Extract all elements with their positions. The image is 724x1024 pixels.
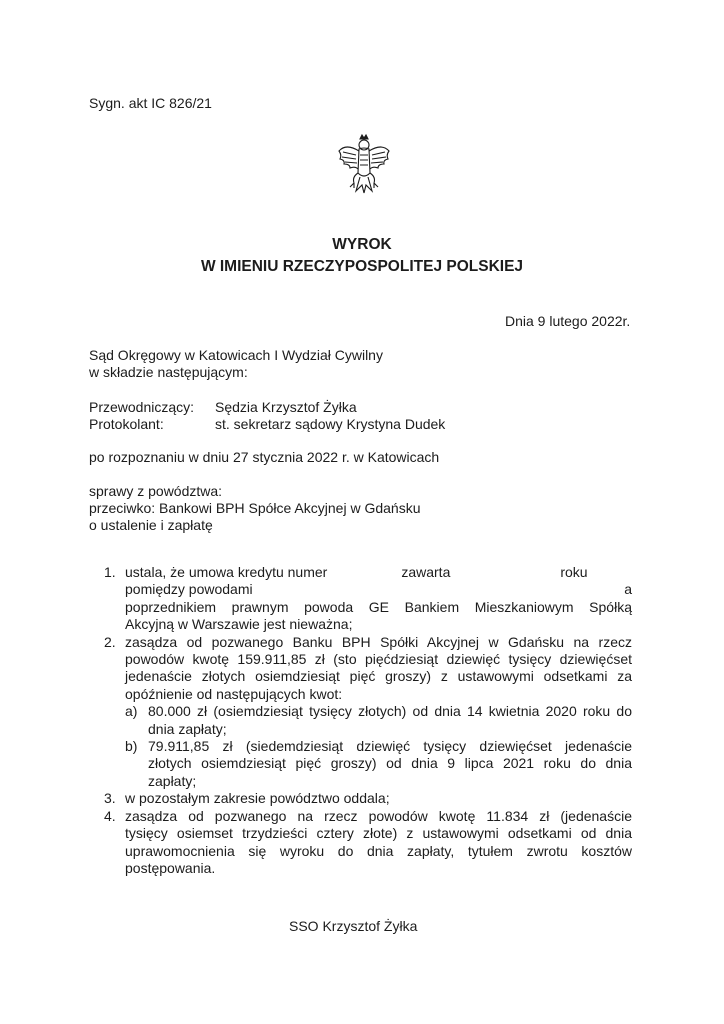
- item-line: zapłaty;: [148, 772, 197, 789]
- item-number: 1.: [104, 564, 116, 580]
- verdict-item-4: [104, 808, 632, 878]
- item-line: w pozostałym zakresie powództwo oddala;: [125, 790, 390, 807]
- item-line: poprzednikiem prawnym powoda GE Bankiem Mieszkaniowym Spółką: [125, 598, 632, 615]
- item-line: jedenaście złotych osiemdziesiąt pięć groszy) z ustawowymi odsetkami za: [125, 668, 632, 685]
- subitem-letter: a): [125, 703, 138, 720]
- case-defendant-line: przeciwko: Bankowi BPH Spółce Akcyjnej w Gdańsku: [89, 500, 421, 516]
- item-line: ustala, że umowa kredytu numer zawarta roku: [125, 564, 588, 580]
- item-line: opóźnienie od następujących kwot:: [125, 685, 343, 702]
- court-name: Sąd Okręgowy w Katowicach I Wydział Cywilny: [89, 347, 383, 363]
- case-plaintiff-line: sprawy z powództwa:: [89, 483, 223, 499]
- hearing-info: po rozpoznaniu w dniu 27 stycznia 2022 r. w Katowicach: [89, 449, 440, 465]
- chair-label: Przewodniczący:: [89, 399, 195, 415]
- judge-signature: SSO Krzysztof Żyłka: [289, 918, 418, 934]
- item-line: 80.000 zł (osiemdziesiąt tysięcy złotych) od dnia 14 kwietnia 2020 roku do: [148, 703, 632, 720]
- item-line: zasądza od pozwanego Banku BPH Spółki Akcyjnej w Gdańsku na rzecz: [125, 633, 632, 650]
- item-line: dnia zapłaty;: [148, 720, 227, 737]
- verdict-subtitle: W IMIENIU RZECZYPOSPOLITEJ POLSKIEJ: [200, 258, 524, 275]
- chair-name: Sędzia Krzysztof Żyłka: [215, 399, 357, 415]
- verdict-items: [104, 564, 632, 877]
- item-line: złotych osiemdziesiąt pięć groszy) od dnia 9 lipca 2021 roku do dnia: [148, 755, 632, 772]
- item-line: 79.911,85 zł (siedemdziesiąt dziewięć tysięcy dziewięćset jedenaście: [148, 738, 632, 755]
- item-line: Akcyjną w Warszawie jest nieważna;: [125, 616, 353, 633]
- verdict-subitem-a: [125, 703, 632, 738]
- item-line: uprawomocnienia się wyroku do dnia zapłaty, tytułem zwrotu kosztów: [125, 842, 632, 859]
- subitem-letter: b): [125, 738, 138, 755]
- verdict-item-3: [104, 790, 632, 807]
- case-number: Sygn. akt IC 826/21: [89, 95, 212, 111]
- case-subject-line: o ustalenie i zapłatę: [89, 517, 213, 533]
- verdict-item-2: [104, 634, 632, 791]
- item-line: tysięcy osiemset trzydzieści cztery złote) z ustawowymi odsetkami od dnia: [125, 825, 632, 842]
- court-composition-intro: w składzie następującym:: [89, 364, 248, 380]
- verdict-date: Dnia 9 lutego 2022r.: [505, 313, 631, 329]
- verdict-title: WYROK: [332, 236, 392, 253]
- clerk-name: st. sekretarz sądowy Krystyna Dudek: [215, 416, 446, 432]
- item-line: powodów kwotę 159.911,85 zł (sto pięćdziesiąt dziewięć tysięcy dziewięćset: [125, 651, 632, 668]
- verdict-subitem-b: [125, 738, 632, 790]
- item-number: 4.: [104, 807, 116, 824]
- verdict-item-1: [104, 564, 632, 634]
- item-line: pomiędzy powodami a: [125, 581, 632, 598]
- item-number: 2.: [104, 633, 116, 650]
- item-number: 3.: [104, 790, 116, 807]
- item-line: zasądza od pozwanego na rzecz powodów kwotę 11.834 zł (jedenaście: [125, 807, 632, 824]
- item-line: postępowania.: [125, 859, 216, 876]
- polish-eagle-emblem-icon: [336, 133, 392, 197]
- clerk-label: Protokolant:: [89, 416, 164, 432]
